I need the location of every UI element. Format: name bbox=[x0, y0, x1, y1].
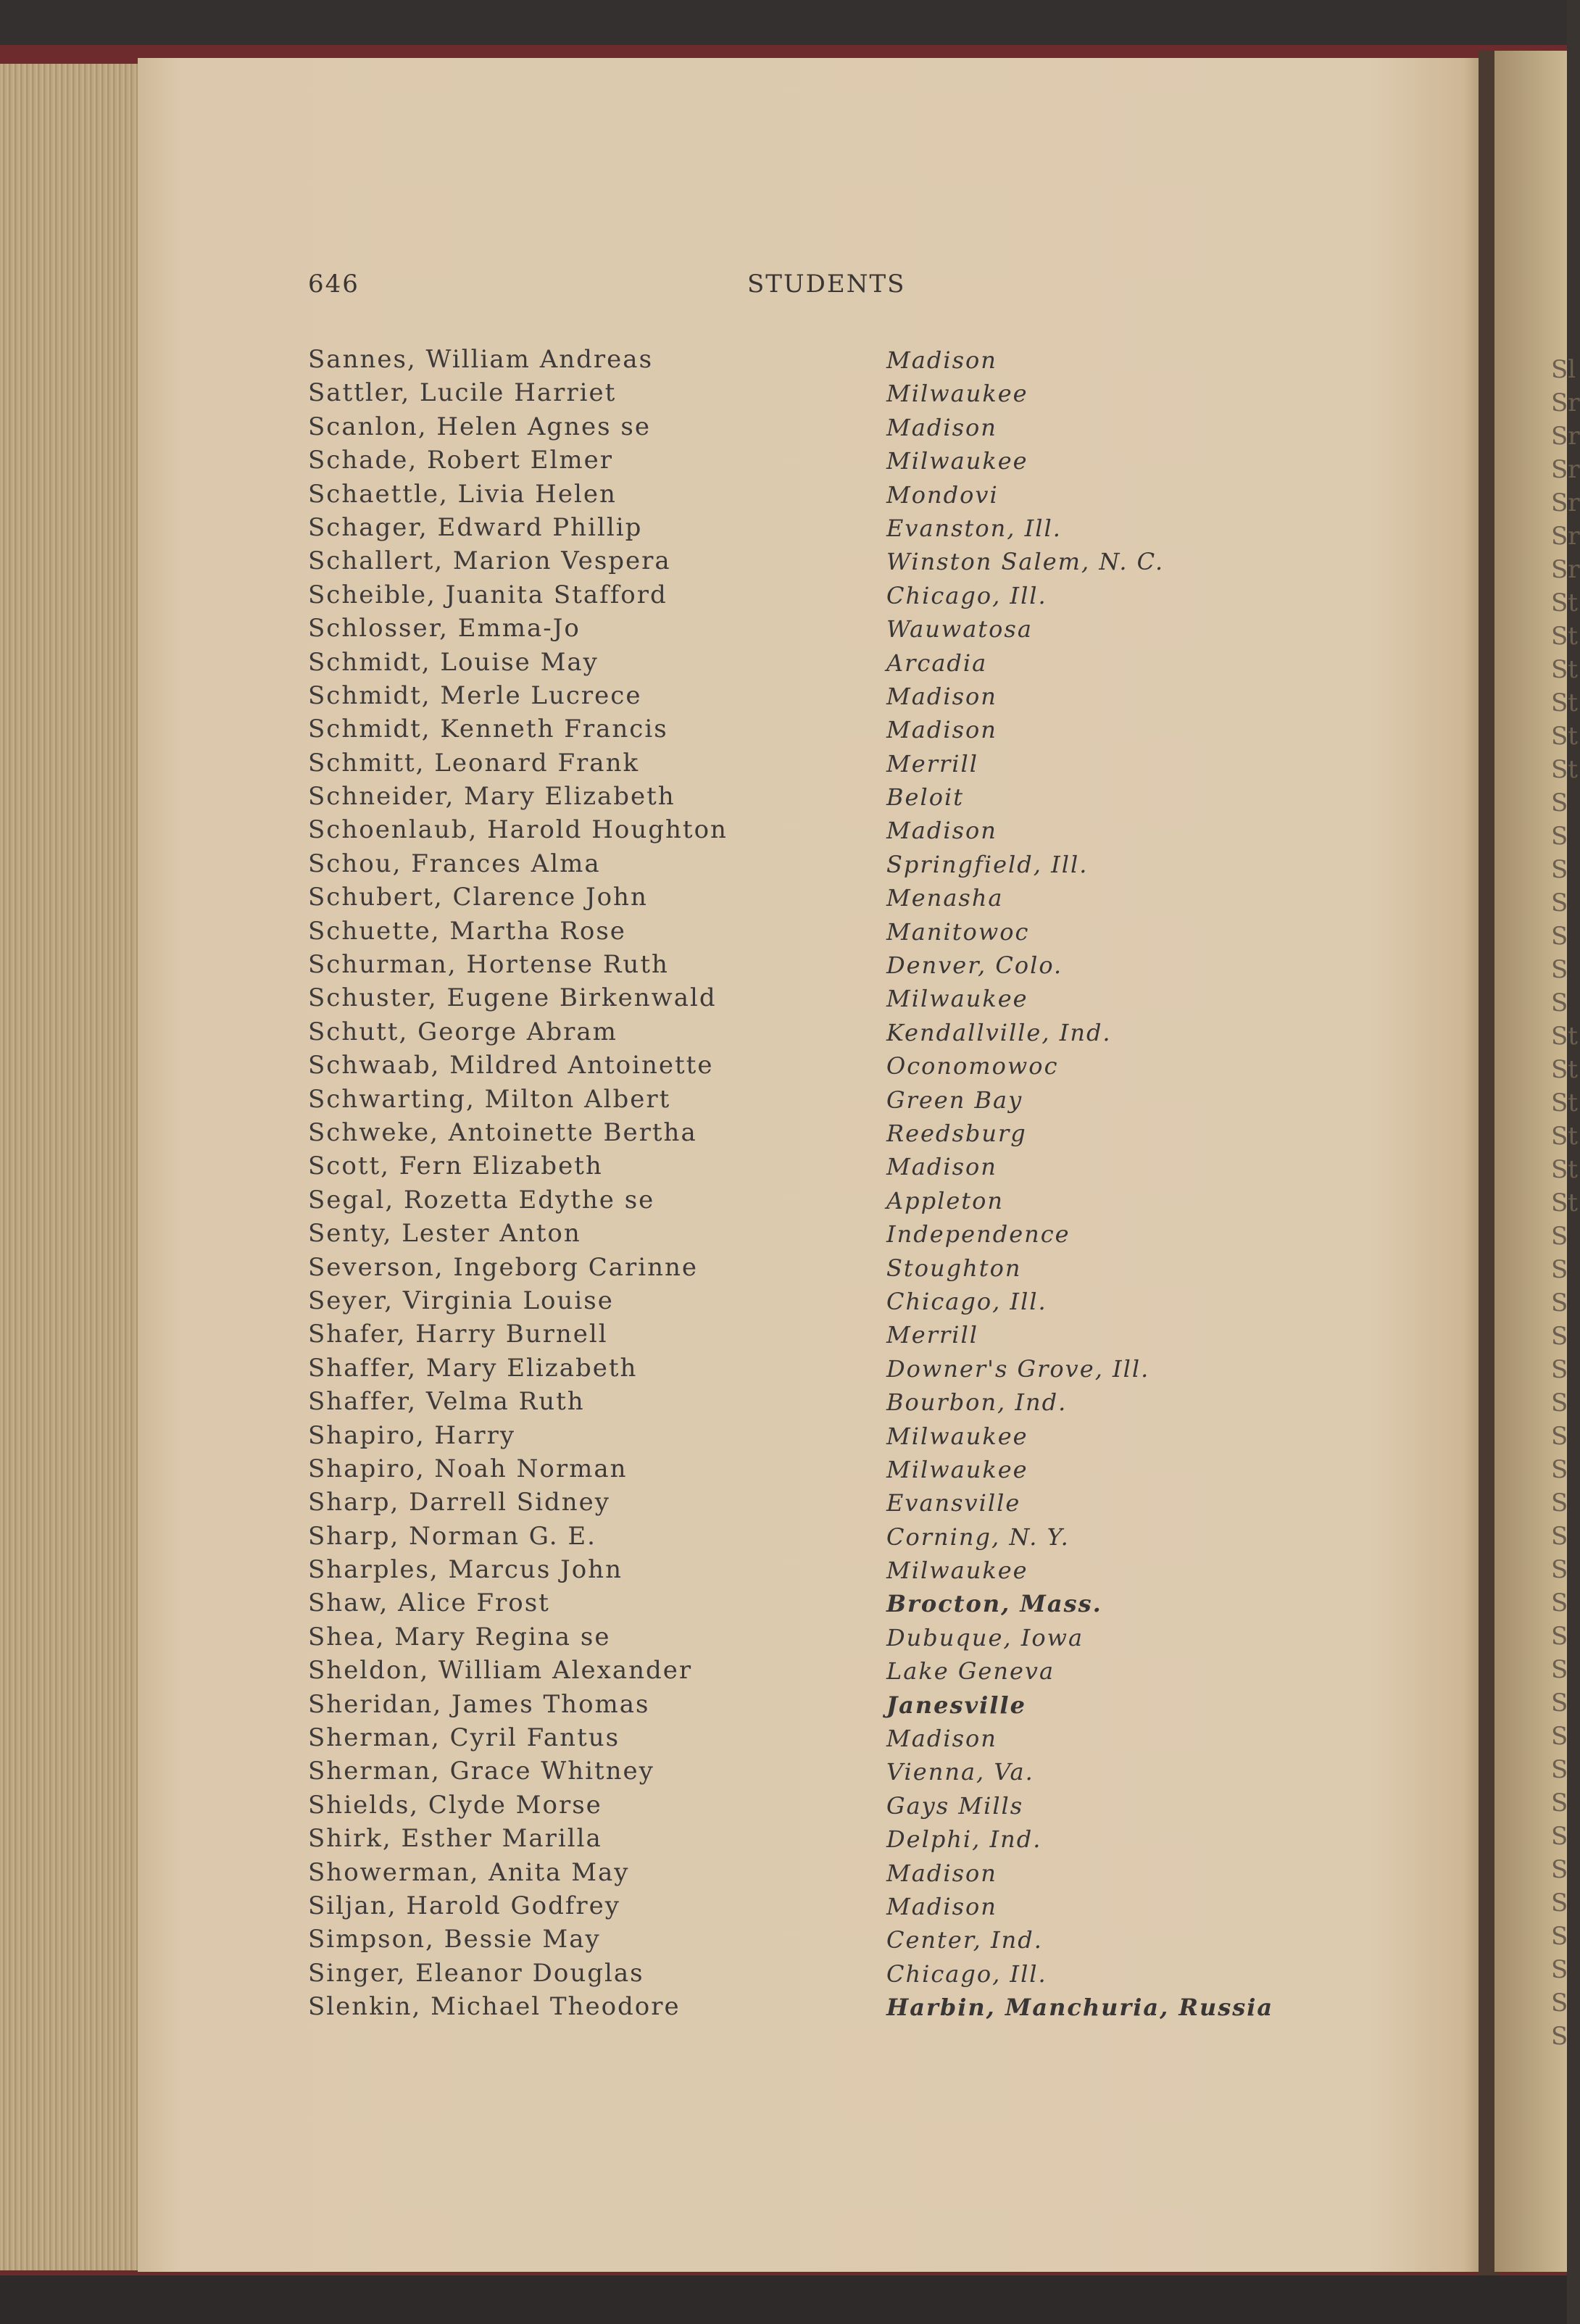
student-hometown: Mondovi bbox=[886, 480, 999, 509]
next-page-letter: S bbox=[1551, 1655, 1568, 1684]
student-name: Scott, Fern Elizabeth bbox=[308, 1151, 603, 1181]
student-name: Segal, Rozetta Edythe se bbox=[308, 1185, 655, 1215]
student-name: Shafer, Harry Burnell bbox=[308, 1320, 608, 1349]
student-row bbox=[308, 749, 1337, 782]
next-page-letter: S bbox=[1551, 1555, 1568, 1584]
next-page-letter: S bbox=[1551, 1988, 1568, 2017]
student-row bbox=[308, 715, 1337, 748]
next-page-letter: S bbox=[1551, 1255, 1568, 1284]
student-hometown: Chicago, Ill. bbox=[886, 1959, 1047, 1988]
student-name: Seyer, Virginia Louise bbox=[308, 1286, 614, 1315]
next-page-letter: S bbox=[1551, 1688, 1568, 1717]
student-hometown: Milwaukee bbox=[886, 1455, 1028, 1483]
student-row bbox=[308, 681, 1337, 715]
student-hometown: Madison bbox=[886, 1892, 997, 1920]
next-page-letter: S bbox=[1551, 855, 1568, 884]
next-page-letter: Sr bbox=[1551, 555, 1580, 584]
next-page-letter: S bbox=[1551, 822, 1568, 851]
student-row bbox=[308, 1555, 1337, 1588]
next-page-letter: S bbox=[1551, 1822, 1568, 1851]
student-row bbox=[308, 1522, 1337, 1555]
student-row bbox=[308, 1421, 1337, 1454]
next-page-letter: S bbox=[1551, 1888, 1568, 1917]
student-row bbox=[308, 614, 1337, 647]
student-name: Schneider, Mary Elizabeth bbox=[308, 782, 675, 812]
next-page-letter: St bbox=[1551, 1022, 1578, 1051]
student-name: Simpson, Bessie May bbox=[308, 1925, 601, 1954]
student-name: Showerman, Anita May bbox=[308, 1857, 630, 1887]
student-list bbox=[308, 345, 1337, 2026]
student-name: Schuette, Martha Rose bbox=[308, 916, 626, 946]
student-row bbox=[308, 1387, 1337, 1420]
student-name: Shaw, Alice Frost bbox=[308, 1588, 550, 1618]
next-page-letter: S bbox=[1551, 1222, 1568, 1251]
student-name: Shapiro, Noah Norman bbox=[308, 1454, 628, 1483]
student-hometown: Corning, N. Y. bbox=[886, 1523, 1070, 1551]
next-page-letter: S bbox=[1551, 1388, 1568, 1417]
next-page-letter: St bbox=[1551, 1155, 1578, 1184]
student-hometown: Center, Ind. bbox=[886, 1926, 1043, 1954]
student-hometown: Milwaukee bbox=[886, 447, 1028, 475]
student-name: Schutt, George Abram bbox=[308, 1017, 618, 1046]
student-hometown: Merrill bbox=[886, 1321, 978, 1349]
student-name: Schuster, Eugene Birkenwald bbox=[308, 983, 717, 1013]
next-page-letter: S bbox=[1551, 1455, 1568, 1484]
student-row bbox=[308, 1891, 1337, 1925]
next-page-letter: S bbox=[1551, 1788, 1568, 1817]
student-row bbox=[308, 883, 1337, 916]
student-row bbox=[308, 1051, 1337, 1084]
student-hometown: Merrill bbox=[886, 749, 978, 778]
student-name: Schaettle, Livia Helen bbox=[308, 479, 617, 509]
student-row bbox=[308, 412, 1337, 446]
next-page-letter: S bbox=[1551, 1855, 1568, 1884]
student-row bbox=[308, 1690, 1337, 1723]
next-page-letter: St bbox=[1551, 1122, 1578, 1151]
next-page-letter: S bbox=[1551, 1955, 1568, 1984]
student-row bbox=[308, 1219, 1337, 1252]
student-name: Shaffer, Velma Ruth bbox=[308, 1387, 585, 1417]
student-name: Schade, Robert Elmer bbox=[308, 446, 613, 475]
student-hometown: Appleton bbox=[886, 1186, 1004, 1215]
student-name: Schmitt, Leonard Frank bbox=[308, 748, 640, 778]
student-row bbox=[308, 480, 1337, 513]
student-name: Shields, Clyde Morse bbox=[308, 1790, 602, 1820]
student-row bbox=[308, 1757, 1337, 1790]
student-hometown: Madison bbox=[886, 1725, 997, 1753]
student-hometown: Reedsburg bbox=[886, 1119, 1027, 1147]
student-hometown: Milwaukee bbox=[886, 380, 1028, 408]
next-page-letter: St bbox=[1551, 1055, 1578, 1084]
student-row bbox=[308, 849, 1337, 883]
student-hometown: Madison bbox=[886, 817, 997, 845]
student-hometown: Gays Mills bbox=[886, 1791, 1024, 1820]
student-name: Sherman, Cyril Fantus bbox=[308, 1723, 620, 1753]
student-name: Singer, Eleanor Douglas bbox=[308, 1958, 644, 1988]
page-title: STUDENTS bbox=[747, 270, 906, 299]
student-name: Sheldon, William Alexander bbox=[308, 1656, 693, 1686]
student-row bbox=[308, 983, 1337, 1017]
student-name: Schwarting, Milton Albert bbox=[308, 1084, 671, 1114]
student-name: Sharples, Marcus John bbox=[308, 1555, 623, 1585]
student-row bbox=[308, 1354, 1337, 1387]
next-page-letter: S bbox=[1551, 1522, 1568, 1551]
next-page-letter: St bbox=[1551, 1188, 1578, 1217]
student-row bbox=[308, 1959, 1337, 1992]
student-hometown: Chicago, Ill. bbox=[886, 1287, 1047, 1315]
student-name: Schwaab, Mildred Antoinette bbox=[308, 1051, 714, 1080]
student-hometown: Milwaukee bbox=[886, 985, 1028, 1013]
student-name: Shirk, Esther Marilla bbox=[308, 1824, 602, 1854]
next-page-letter: St bbox=[1551, 688, 1578, 717]
student-hometown: Downer's Grove, Ill. bbox=[886, 1354, 1150, 1383]
student-hometown: Madison bbox=[886, 1859, 997, 1887]
next-page-letter: St bbox=[1551, 622, 1578, 651]
student-name: Schager, Edward Phillip bbox=[308, 512, 643, 542]
next-page-text-fragment bbox=[1551, 355, 1580, 2055]
next-page-letter: S bbox=[1551, 988, 1568, 1017]
student-row bbox=[308, 1824, 1337, 1857]
student-hometown: Oconomowoc bbox=[886, 1052, 1059, 1080]
student-hometown: Madison bbox=[886, 682, 997, 710]
student-hometown: Lake Geneva bbox=[886, 1657, 1055, 1686]
student-hometown: Janesville bbox=[886, 1691, 1026, 1719]
student-hometown: Vienna, Va. bbox=[886, 1758, 1034, 1786]
student-row bbox=[308, 1253, 1337, 1286]
student-name: Shea, Mary Regina se bbox=[308, 1622, 611, 1652]
next-page-letter: S bbox=[1551, 788, 1568, 817]
student-hometown: Bourbon, Ind. bbox=[886, 1388, 1068, 1417]
next-page-letter: S bbox=[1551, 922, 1568, 951]
student-row bbox=[308, 1623, 1337, 1656]
page-header bbox=[308, 270, 931, 306]
student-row bbox=[308, 950, 1337, 983]
student-hometown: Milwaukee bbox=[886, 1557, 1028, 1585]
student-row bbox=[308, 580, 1337, 614]
next-page-letter: St bbox=[1551, 1088, 1578, 1117]
student-row bbox=[308, 1151, 1337, 1185]
student-row bbox=[308, 648, 1337, 681]
next-page-letter: S bbox=[1551, 888, 1568, 917]
student-row bbox=[308, 1723, 1337, 1757]
student-row bbox=[308, 782, 1337, 815]
student-hometown: Denver, Colo. bbox=[886, 951, 1063, 980]
student-name: Schou, Frances Alma bbox=[308, 849, 601, 878]
student-name: Schweke, Antoinette Bertha bbox=[308, 1117, 697, 1147]
next-page-letter: S bbox=[1551, 1755, 1568, 1784]
student-name: Sannes, William Andreas bbox=[308, 345, 654, 374]
student-row bbox=[308, 1186, 1337, 1219]
student-name: Scheible, Juanita Stafford bbox=[308, 580, 668, 609]
student-name: Sherman, Grace Whitney bbox=[308, 1757, 654, 1786]
student-hometown: Menasha bbox=[886, 884, 1004, 912]
student-row bbox=[308, 1320, 1337, 1353]
student-row bbox=[308, 1791, 1337, 1824]
student-name: Sheridan, James Thomas bbox=[308, 1689, 650, 1719]
student-hometown: Madison bbox=[886, 346, 997, 374]
student-name: Sharp, Darrell Sidney bbox=[308, 1488, 610, 1517]
next-page-letter: S bbox=[1551, 1922, 1568, 1951]
next-page-letter: Sr bbox=[1551, 388, 1580, 417]
student-hometown: Brocton, Mass. bbox=[886, 1590, 1102, 1618]
student-row bbox=[308, 1656, 1337, 1689]
next-page-letter: S bbox=[1551, 1322, 1568, 1351]
student-hometown: Harbin, Manchuria, Russia bbox=[886, 1994, 1274, 2022]
student-row bbox=[308, 446, 1337, 479]
student-row bbox=[308, 1017, 1337, 1051]
scan-background-top bbox=[0, 0, 1567, 51]
student-name: Sattler, Lucile Harriet bbox=[308, 378, 617, 408]
student-name: Slenkin, Michael Theodore bbox=[308, 1992, 681, 2022]
next-page-letter: S bbox=[1551, 1622, 1568, 1651]
student-row bbox=[308, 1286, 1337, 1320]
student-name: Senty, Lester Anton bbox=[308, 1219, 581, 1249]
student-hometown: Dubuque, Iowa bbox=[886, 1623, 1084, 1652]
next-page-letter: S bbox=[1551, 1488, 1568, 1517]
student-row bbox=[308, 815, 1337, 849]
student-hometown: Arcadia bbox=[886, 649, 988, 677]
student-row bbox=[308, 1118, 1337, 1151]
next-page-letter: Sr bbox=[1551, 488, 1580, 517]
next-page-letter: S bbox=[1551, 1355, 1568, 1384]
student-row bbox=[308, 1992, 1337, 2025]
student-name: Severson, Ingeborg Carinne bbox=[308, 1252, 699, 1282]
next-page-letter: Sr bbox=[1551, 422, 1580, 451]
student-hometown: Springfield, Ill. bbox=[886, 850, 1089, 878]
next-page-letter: S bbox=[1551, 955, 1568, 984]
student-row bbox=[308, 1454, 1337, 1488]
student-name: Schmidt, Merle Lucrece bbox=[308, 680, 642, 710]
student-hometown: Delphi, Ind. bbox=[886, 1825, 1042, 1854]
student-hometown: Madison bbox=[886, 1153, 997, 1181]
student-name: Schlosser, Emma-Jo bbox=[308, 614, 581, 644]
student-hometown: Madison bbox=[886, 716, 997, 744]
next-page-letter: St bbox=[1551, 755, 1578, 784]
student-hometown: Kendallville, Ind. bbox=[886, 1018, 1112, 1046]
student-hometown: Chicago, Ill. bbox=[886, 581, 1047, 609]
next-page-letter: Sr bbox=[1551, 455, 1580, 484]
student-hometown: Manitowoc bbox=[886, 917, 1030, 946]
student-row bbox=[308, 378, 1337, 412]
student-hometown: Green Bay bbox=[886, 1086, 1023, 1114]
student-row bbox=[308, 1858, 1337, 1891]
student-hometown: Beloit bbox=[886, 783, 965, 812]
scan-background-bottom bbox=[0, 2275, 1567, 2324]
student-hometown: Evansville bbox=[886, 1489, 1021, 1517]
student-row bbox=[308, 1085, 1337, 1118]
student-hometown: Stoughton bbox=[886, 1254, 1022, 1282]
student-row bbox=[308, 513, 1337, 546]
next-page-letter: St bbox=[1551, 655, 1578, 684]
student-row bbox=[308, 917, 1337, 950]
next-page-letter: S bbox=[1551, 1288, 1568, 1317]
next-page-letter: St bbox=[1551, 722, 1578, 751]
student-row bbox=[308, 1588, 1337, 1622]
student-name: Schmidt, Louise May bbox=[308, 647, 599, 677]
student-hometown: Winston Salem, N. C. bbox=[886, 548, 1165, 576]
student-hometown: Wauwatosa bbox=[886, 615, 1033, 644]
page-stack-edge bbox=[0, 64, 145, 2270]
student-row bbox=[308, 345, 1337, 378]
next-page-letter: S bbox=[1551, 1588, 1568, 1617]
next-page-letter: S bbox=[1551, 1422, 1568, 1451]
student-name: Schallert, Marion Vespera bbox=[308, 546, 671, 576]
page-number: 646 bbox=[308, 270, 359, 299]
student-name: Siljan, Harold Godfrey bbox=[308, 1891, 621, 1920]
student-hometown: Madison bbox=[886, 413, 997, 441]
student-name: Schmidt, Kenneth Francis bbox=[308, 715, 668, 744]
student-name: Schubert, Clarence John bbox=[308, 883, 648, 912]
student-row bbox=[308, 1488, 1337, 1521]
next-page-letter: S bbox=[1551, 1722, 1568, 1751]
student-name: Shapiro, Harry bbox=[308, 1420, 516, 1450]
student-hometown: Milwaukee bbox=[886, 1422, 1028, 1450]
student-name: Scanlon, Helen Agnes se bbox=[308, 412, 651, 441]
student-name: Schurman, Hortense Ruth bbox=[308, 950, 669, 980]
student-hometown: Evanston, Ill. bbox=[886, 514, 1062, 542]
next-page-letter: S bbox=[1551, 2022, 1568, 2051]
student-row bbox=[308, 546, 1337, 580]
student-name: Sharp, Norman G. E. bbox=[308, 1521, 596, 1551]
next-page-letter: St bbox=[1551, 588, 1578, 617]
student-row bbox=[308, 1925, 1337, 1958]
student-hometown: Independence bbox=[886, 1220, 1070, 1249]
student-name: Schoenlaub, Harold Houghton bbox=[308, 815, 728, 845]
student-name: Shaffer, Mary Elizabeth bbox=[308, 1353, 638, 1383]
next-page-letter: Sl bbox=[1551, 355, 1576, 384]
next-page-letter: Sr bbox=[1551, 522, 1580, 551]
